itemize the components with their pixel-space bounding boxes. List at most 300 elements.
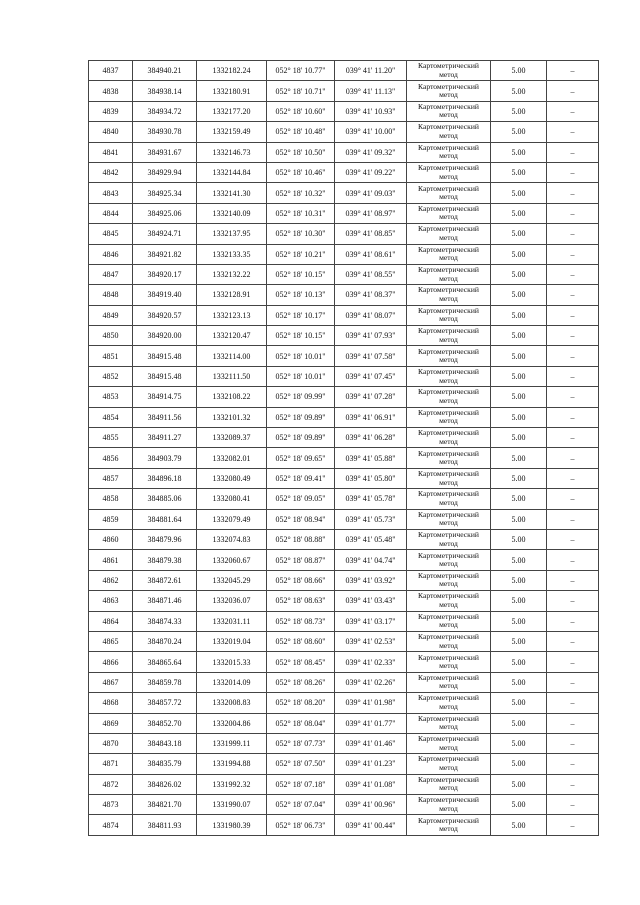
point-number-cell: 4854 (89, 407, 133, 427)
table-row (89, 264, 599, 284)
method-cell: Картометрический метод (407, 815, 491, 835)
x-coordinate-cell: 384879.96 (133, 529, 197, 549)
note-cell: – (547, 244, 599, 264)
longitude-cell: 039° 41' 07.28" (335, 387, 407, 407)
note-cell: – (547, 122, 599, 142)
point-number-cell: 4839 (89, 101, 133, 121)
point-number-cell: 4843 (89, 183, 133, 203)
accuracy-cell: 5.00 (491, 550, 547, 570)
y-coordinate-cell: 1332089.37 (197, 428, 267, 448)
note-cell: – (547, 142, 599, 162)
x-coordinate-cell: 384896.18 (133, 468, 197, 488)
longitude-cell: 039° 41' 01.77" (335, 713, 407, 733)
longitude-cell: 039° 41' 04.74" (335, 550, 407, 570)
longitude-cell: 039° 41' 00.44" (335, 815, 407, 835)
method-cell: Картометрический метод (407, 550, 491, 570)
accuracy-cell: 5.00 (491, 122, 547, 142)
latitude-cell: 052° 18' 08.60" (267, 631, 335, 651)
y-coordinate-cell: 1332177.20 (197, 101, 267, 121)
x-coordinate-cell: 384821.70 (133, 795, 197, 815)
x-coordinate-cell: 384921.82 (133, 244, 197, 264)
longitude-cell: 039° 41' 01.98" (335, 693, 407, 713)
y-coordinate-cell: 1332137.95 (197, 224, 267, 244)
method-cell: Картометрический метод (407, 387, 491, 407)
latitude-cell: 052° 18' 08.94" (267, 509, 335, 529)
accuracy-cell: 5.00 (491, 591, 547, 611)
y-coordinate-cell: 1331994.88 (197, 754, 267, 774)
point-number-cell: 4860 (89, 529, 133, 549)
y-coordinate-cell: 1332008.83 (197, 693, 267, 713)
y-coordinate-cell: 1332060.67 (197, 550, 267, 570)
table-row (89, 529, 599, 549)
method-cell: Картометрический метод (407, 305, 491, 325)
longitude-cell: 039° 41' 01.23" (335, 754, 407, 774)
accuracy-cell: 5.00 (491, 733, 547, 753)
accuracy-cell: 5.00 (491, 224, 547, 244)
latitude-cell: 052° 18' 09.89" (267, 428, 335, 448)
x-coordinate-cell: 384938.14 (133, 81, 197, 101)
x-coordinate-cell: 384925.06 (133, 203, 197, 223)
accuracy-cell: 5.00 (491, 795, 547, 815)
accuracy-cell: 5.00 (491, 183, 547, 203)
longitude-cell: 039° 41' 05.73" (335, 509, 407, 529)
accuracy-cell: 5.00 (491, 366, 547, 386)
latitude-cell: 052° 18' 10.30" (267, 224, 335, 244)
x-coordinate-cell: 384871.46 (133, 591, 197, 611)
method-cell: Картометрический метод (407, 61, 491, 81)
longitude-cell: 039° 41' 01.46" (335, 733, 407, 753)
note-cell: – (547, 162, 599, 182)
table-row (89, 407, 599, 427)
method-cell: Картометрический метод (407, 162, 491, 182)
longitude-cell: 039° 41' 08.37" (335, 285, 407, 305)
note-cell: – (547, 428, 599, 448)
x-coordinate-cell: 384925.34 (133, 183, 197, 203)
method-cell: Картометрический метод (407, 489, 491, 509)
x-coordinate-cell: 384852.70 (133, 713, 197, 733)
accuracy-cell: 5.00 (491, 489, 547, 509)
latitude-cell: 052° 18' 10.31" (267, 203, 335, 223)
y-coordinate-cell: 1332132.22 (197, 264, 267, 284)
longitude-cell: 039° 41' 07.45" (335, 366, 407, 386)
note-cell: – (547, 326, 599, 346)
x-coordinate-cell: 384870.24 (133, 631, 197, 651)
x-coordinate-cell: 384919.40 (133, 285, 197, 305)
y-coordinate-cell: 1332108.22 (197, 387, 267, 407)
method-cell: Картометрический метод (407, 754, 491, 774)
note-cell: – (547, 285, 599, 305)
longitude-cell: 039° 41' 07.93" (335, 326, 407, 346)
y-coordinate-cell: 1332015.33 (197, 652, 267, 672)
method-cell: Картометрический метод (407, 101, 491, 121)
method-cell: Картометрический метод (407, 652, 491, 672)
method-cell: Картометрический метод (407, 326, 491, 346)
accuracy-cell: 5.00 (491, 101, 547, 121)
x-coordinate-cell: 384915.48 (133, 366, 197, 386)
x-coordinate-cell: 384857.72 (133, 693, 197, 713)
y-coordinate-cell: 1332080.49 (197, 468, 267, 488)
accuracy-cell: 5.00 (491, 774, 547, 794)
method-cell: Картометрический метод (407, 693, 491, 713)
note-cell: – (547, 550, 599, 570)
accuracy-cell: 5.00 (491, 326, 547, 346)
note-cell: – (547, 570, 599, 590)
y-coordinate-cell: 1332004.86 (197, 713, 267, 733)
latitude-cell: 052° 18' 10.01" (267, 346, 335, 366)
y-coordinate-cell: 1332182.24 (197, 61, 267, 81)
note-cell: – (547, 591, 599, 611)
latitude-cell: 052° 18' 08.73" (267, 611, 335, 631)
method-cell: Картометрический метод (407, 428, 491, 448)
table-row (89, 815, 599, 835)
y-coordinate-cell: 1332014.09 (197, 672, 267, 692)
accuracy-cell: 5.00 (491, 285, 547, 305)
table-row (89, 693, 599, 713)
point-number-cell: 4859 (89, 509, 133, 529)
accuracy-cell: 5.00 (491, 162, 547, 182)
x-coordinate-cell: 384826.02 (133, 774, 197, 794)
point-number-cell: 4849 (89, 305, 133, 325)
x-coordinate-cell: 384874.33 (133, 611, 197, 631)
x-coordinate-cell: 384929.94 (133, 162, 197, 182)
x-coordinate-cell: 384835.79 (133, 754, 197, 774)
accuracy-cell: 5.00 (491, 264, 547, 284)
method-cell: Картометрический метод (407, 81, 491, 101)
note-cell: – (547, 183, 599, 203)
y-coordinate-cell: 1332120.47 (197, 326, 267, 346)
note-cell: – (547, 448, 599, 468)
method-cell: Картометрический метод (407, 244, 491, 264)
accuracy-cell: 5.00 (491, 407, 547, 427)
x-coordinate-cell: 384920.00 (133, 326, 197, 346)
x-coordinate-cell: 384865.64 (133, 652, 197, 672)
table-row (89, 570, 599, 590)
accuracy-cell: 5.00 (491, 672, 547, 692)
latitude-cell: 052° 18' 10.15" (267, 264, 335, 284)
latitude-cell: 052° 18' 10.48" (267, 122, 335, 142)
latitude-cell: 052° 18' 07.18" (267, 774, 335, 794)
point-number-cell: 4846 (89, 244, 133, 264)
point-number-cell: 4840 (89, 122, 133, 142)
latitude-cell: 052° 18' 08.20" (267, 693, 335, 713)
accuracy-cell: 5.00 (491, 468, 547, 488)
method-cell: Картометрический метод (407, 733, 491, 753)
note-cell: – (547, 305, 599, 325)
y-coordinate-cell: 1332141.30 (197, 183, 267, 203)
note-cell: – (547, 203, 599, 223)
method-cell: Картометрический метод (407, 672, 491, 692)
x-coordinate-cell: 384914.75 (133, 387, 197, 407)
point-number-cell: 4842 (89, 162, 133, 182)
method-cell: Картометрический метод (407, 631, 491, 651)
y-coordinate-cell: 1332144.84 (197, 162, 267, 182)
point-number-cell: 4847 (89, 264, 133, 284)
longitude-cell: 039° 41' 10.93" (335, 101, 407, 121)
point-number-cell: 4873 (89, 795, 133, 815)
table-row (89, 101, 599, 121)
latitude-cell: 052° 18' 10.32" (267, 183, 335, 203)
method-cell: Картометрический метод (407, 713, 491, 733)
table-row (89, 244, 599, 264)
y-coordinate-cell: 1332159.49 (197, 122, 267, 142)
point-number-cell: 4869 (89, 713, 133, 733)
x-coordinate-cell: 384872.61 (133, 570, 197, 590)
note-cell: – (547, 631, 599, 651)
table-row (89, 387, 599, 407)
x-coordinate-cell: 384920.17 (133, 264, 197, 284)
y-coordinate-cell: 1331980.39 (197, 815, 267, 835)
longitude-cell: 039° 41' 05.80" (335, 468, 407, 488)
point-number-cell: 4872 (89, 774, 133, 794)
method-cell: Картометрический метод (407, 509, 491, 529)
x-coordinate-cell: 384879.38 (133, 550, 197, 570)
point-number-cell: 4861 (89, 550, 133, 570)
table-row (89, 305, 599, 325)
latitude-cell: 052° 18' 08.04" (267, 713, 335, 733)
table-row (89, 183, 599, 203)
table-row (89, 611, 599, 631)
table-row (89, 203, 599, 223)
longitude-cell: 039° 41' 06.28" (335, 428, 407, 448)
note-cell: – (547, 264, 599, 284)
method-cell: Картометрический метод (407, 183, 491, 203)
table-body (89, 61, 599, 836)
table-row (89, 713, 599, 733)
accuracy-cell: 5.00 (491, 631, 547, 651)
y-coordinate-cell: 1332140.09 (197, 203, 267, 223)
x-coordinate-cell: 384915.48 (133, 346, 197, 366)
method-cell: Картометрический метод (407, 774, 491, 794)
method-cell: Картометрический метод (407, 570, 491, 590)
longitude-cell: 039° 41' 02.33" (335, 652, 407, 672)
y-coordinate-cell: 1332080.41 (197, 489, 267, 509)
note-cell: – (547, 693, 599, 713)
note-cell: – (547, 509, 599, 529)
table-row (89, 774, 599, 794)
point-number-cell: 4852 (89, 366, 133, 386)
latitude-cell: 052° 18' 08.87" (267, 550, 335, 570)
table-row (89, 448, 599, 468)
y-coordinate-cell: 1331992.32 (197, 774, 267, 794)
point-number-cell: 4862 (89, 570, 133, 590)
latitude-cell: 052° 18' 10.21" (267, 244, 335, 264)
accuracy-cell: 5.00 (491, 387, 547, 407)
note-cell: – (547, 774, 599, 794)
note-cell: – (547, 224, 599, 244)
latitude-cell: 052° 18' 09.99" (267, 387, 335, 407)
table-row (89, 672, 599, 692)
x-coordinate-cell: 384911.56 (133, 407, 197, 427)
point-number-cell: 4856 (89, 448, 133, 468)
latitude-cell: 052° 18' 07.50" (267, 754, 335, 774)
y-coordinate-cell: 1332133.35 (197, 244, 267, 264)
x-coordinate-cell: 384930.78 (133, 122, 197, 142)
latitude-cell: 052° 18' 07.73" (267, 733, 335, 753)
y-coordinate-cell: 1332031.11 (197, 611, 267, 631)
table-row (89, 652, 599, 672)
y-coordinate-cell: 1332146.73 (197, 142, 267, 162)
longitude-cell: 039° 41' 05.88" (335, 448, 407, 468)
note-cell: – (547, 346, 599, 366)
accuracy-cell: 5.00 (491, 448, 547, 468)
latitude-cell: 052° 18' 08.63" (267, 591, 335, 611)
point-number-cell: 4858 (89, 489, 133, 509)
method-cell: Картометрический метод (407, 591, 491, 611)
x-coordinate-cell: 384811.93 (133, 815, 197, 835)
table-row (89, 122, 599, 142)
note-cell: – (547, 407, 599, 427)
longitude-cell: 039° 41' 09.22" (335, 162, 407, 182)
x-coordinate-cell: 384911.27 (133, 428, 197, 448)
longitude-cell: 039° 41' 08.55" (335, 264, 407, 284)
latitude-cell: 052° 18' 09.05" (267, 489, 335, 509)
table-row (89, 795, 599, 815)
note-cell: – (547, 468, 599, 488)
note-cell: – (547, 713, 599, 733)
point-number-cell: 4850 (89, 326, 133, 346)
longitude-cell: 039° 41' 03.17" (335, 611, 407, 631)
latitude-cell: 052° 18' 06.73" (267, 815, 335, 835)
table-row (89, 631, 599, 651)
method-cell: Картометрический метод (407, 203, 491, 223)
point-number-cell: 4844 (89, 203, 133, 223)
latitude-cell: 052° 18' 10.17" (267, 305, 335, 325)
point-number-cell: 4870 (89, 733, 133, 753)
point-number-cell: 4864 (89, 611, 133, 631)
method-cell: Картометрический метод (407, 285, 491, 305)
method-cell: Картометрический метод (407, 611, 491, 631)
latitude-cell: 052° 18' 08.26" (267, 672, 335, 692)
latitude-cell: 052° 18' 10.71" (267, 81, 335, 101)
longitude-cell: 039° 41' 02.53" (335, 631, 407, 651)
latitude-cell: 052° 18' 10.46" (267, 162, 335, 182)
y-coordinate-cell: 1332180.91 (197, 81, 267, 101)
latitude-cell: 052° 18' 10.13" (267, 285, 335, 305)
latitude-cell: 052° 18' 07.04" (267, 795, 335, 815)
table-row (89, 81, 599, 101)
accuracy-cell: 5.00 (491, 652, 547, 672)
table-row (89, 326, 599, 346)
note-cell: – (547, 611, 599, 631)
note-cell: – (547, 81, 599, 101)
method-cell: Картометрический метод (407, 142, 491, 162)
table-row (89, 142, 599, 162)
table-row (89, 591, 599, 611)
y-coordinate-cell: 1332114.00 (197, 346, 267, 366)
longitude-cell: 039° 41' 09.03" (335, 183, 407, 203)
x-coordinate-cell: 384920.57 (133, 305, 197, 325)
longitude-cell: 039° 41' 00.96" (335, 795, 407, 815)
x-coordinate-cell: 384924.71 (133, 224, 197, 244)
longitude-cell: 039° 41' 11.20" (335, 61, 407, 81)
method-cell: Картометрический метод (407, 224, 491, 244)
latitude-cell: 052° 18' 10.60" (267, 101, 335, 121)
accuracy-cell: 5.00 (491, 713, 547, 733)
latitude-cell: 052° 18' 10.50" (267, 142, 335, 162)
y-coordinate-cell: 1332111.50 (197, 366, 267, 386)
table-row (89, 509, 599, 529)
method-cell: Картометрический метод (407, 122, 491, 142)
note-cell: – (547, 61, 599, 81)
latitude-cell: 052° 18' 10.15" (267, 326, 335, 346)
longitude-cell: 039° 41' 03.92" (335, 570, 407, 590)
x-coordinate-cell: 384903.79 (133, 448, 197, 468)
accuracy-cell: 5.00 (491, 346, 547, 366)
table-row (89, 285, 599, 305)
table-row (89, 468, 599, 488)
accuracy-cell: 5.00 (491, 570, 547, 590)
point-number-cell: 4863 (89, 591, 133, 611)
accuracy-cell: 5.00 (491, 509, 547, 529)
accuracy-cell: 5.00 (491, 693, 547, 713)
latitude-cell: 052° 18' 08.88" (267, 529, 335, 549)
latitude-cell: 052° 18' 10.77" (267, 61, 335, 81)
note-cell: – (547, 101, 599, 121)
note-cell: – (547, 754, 599, 774)
point-number-cell: 4853 (89, 387, 133, 407)
longitude-cell: 039° 41' 08.85" (335, 224, 407, 244)
latitude-cell: 052° 18' 10.01" (267, 366, 335, 386)
y-coordinate-cell: 1332123.13 (197, 305, 267, 325)
longitude-cell: 039° 41' 05.78" (335, 489, 407, 509)
method-cell: Картометрический метод (407, 468, 491, 488)
accuracy-cell: 5.00 (491, 754, 547, 774)
table-row (89, 754, 599, 774)
note-cell: – (547, 366, 599, 386)
longitude-cell: 039° 41' 08.97" (335, 203, 407, 223)
longitude-cell: 039° 41' 08.07" (335, 305, 407, 325)
y-coordinate-cell: 1332128.91 (197, 285, 267, 305)
method-cell: Картометрический метод (407, 264, 491, 284)
y-coordinate-cell: 1332019.04 (197, 631, 267, 651)
accuracy-cell: 5.00 (491, 142, 547, 162)
y-coordinate-cell: 1332082.01 (197, 448, 267, 468)
accuracy-cell: 5.00 (491, 81, 547, 101)
note-cell: – (547, 489, 599, 509)
point-number-cell: 4874 (89, 815, 133, 835)
longitude-cell: 039° 41' 01.08" (335, 774, 407, 794)
table-row (89, 366, 599, 386)
table-row (89, 428, 599, 448)
note-cell: – (547, 529, 599, 549)
x-coordinate-cell: 384859.78 (133, 672, 197, 692)
x-coordinate-cell: 384931.67 (133, 142, 197, 162)
point-number-cell: 4851 (89, 346, 133, 366)
method-cell: Картометрический метод (407, 346, 491, 366)
point-number-cell: 4857 (89, 468, 133, 488)
note-cell: – (547, 815, 599, 835)
longitude-cell: 039° 41' 06.91" (335, 407, 407, 427)
point-number-cell: 4848 (89, 285, 133, 305)
point-number-cell: 4855 (89, 428, 133, 448)
note-cell: – (547, 733, 599, 753)
point-number-cell: 4845 (89, 224, 133, 244)
note-cell: – (547, 652, 599, 672)
y-coordinate-cell: 1331999.11 (197, 733, 267, 753)
x-coordinate-cell: 384885.06 (133, 489, 197, 509)
table-row (89, 224, 599, 244)
longitude-cell: 039° 41' 03.43" (335, 591, 407, 611)
point-number-cell: 4837 (89, 61, 133, 81)
x-coordinate-cell: 384843.18 (133, 733, 197, 753)
table-row (89, 61, 599, 81)
y-coordinate-cell: 1332101.32 (197, 407, 267, 427)
method-cell: Картометрический метод (407, 529, 491, 549)
y-coordinate-cell: 1332045.29 (197, 570, 267, 590)
latitude-cell: 052° 18' 08.45" (267, 652, 335, 672)
x-coordinate-cell: 384881.64 (133, 509, 197, 529)
note-cell: – (547, 387, 599, 407)
